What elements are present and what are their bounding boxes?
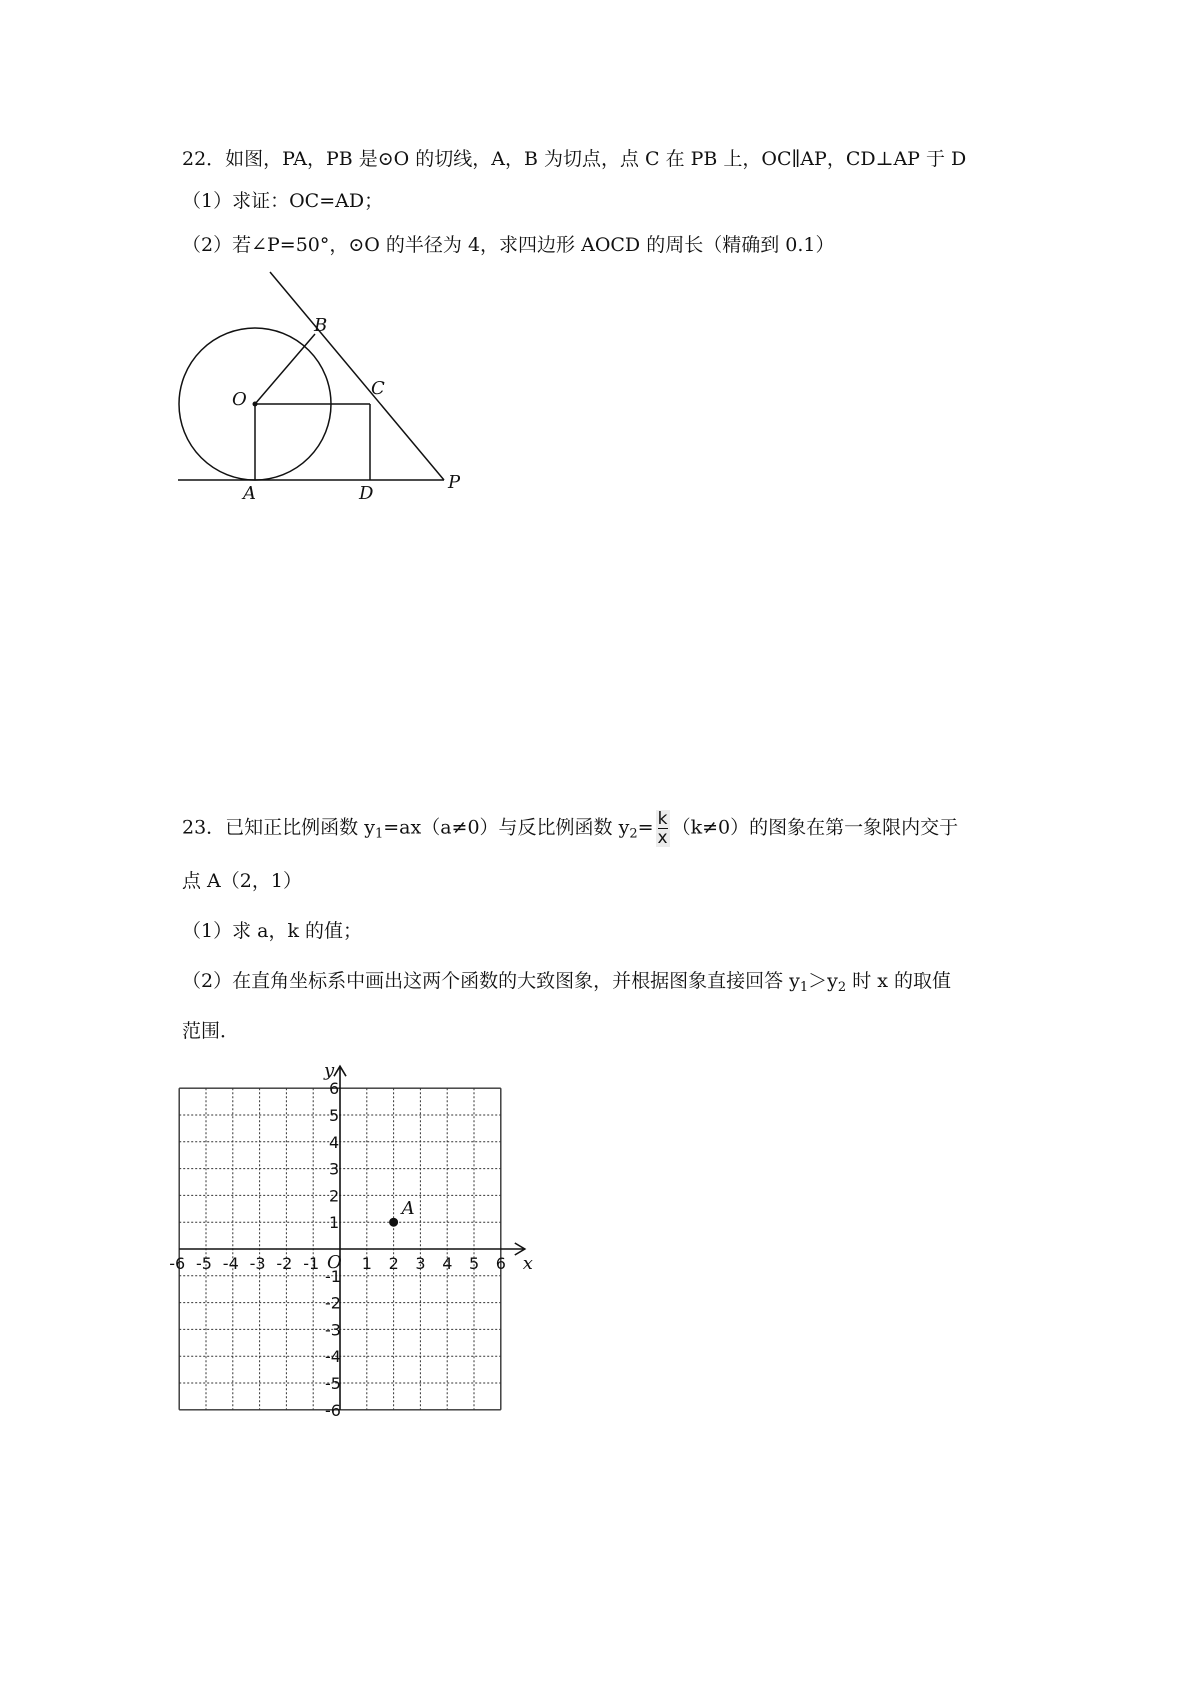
y-tick-label: -2	[325, 1293, 341, 1313]
y-tick-label: 6	[329, 1079, 340, 1099]
x-tick-label: -2	[276, 1254, 293, 1273]
x-axis-label: x	[522, 1253, 533, 1274]
q23-part2-sub1: 1	[799, 980, 809, 995]
q23-sub2: 2	[629, 826, 638, 842]
q23-stem-c: =	[637, 816, 654, 839]
point-a-label: A	[401, 1198, 415, 1220]
y-tick-label: 3	[329, 1159, 340, 1179]
y-tick-label: 4	[329, 1132, 340, 1152]
y-tick-label: 2	[329, 1186, 340, 1206]
q23-stem-d: （k≠0）的图象在第一象限内交于	[671, 816, 959, 839]
label-c: C	[371, 378, 385, 399]
q23-sub1: 1	[374, 826, 384, 842]
q23-part2-c: 时 x 的取值	[846, 970, 952, 992]
point-a	[389, 1218, 398, 1227]
axes	[179, 1066, 525, 1410]
y-tick-label: -3	[325, 1320, 341, 1340]
q23-part2-sub2: 2	[837, 980, 847, 995]
label-o: O	[232, 389, 247, 410]
y-tick-label: -5	[325, 1374, 341, 1393]
q23-stem-line2: 点 A（2，1）	[182, 870, 302, 892]
fraction-denominator: x	[657, 828, 668, 848]
q23-stem-a: 23．已知正比例函数 y	[182, 816, 375, 839]
x-tick-label: 4	[442, 1254, 453, 1273]
fraction-numerator: k	[657, 809, 668, 829]
q23-part2-a: （2）在直角坐标系中画出这两个函数的大致图象，并根据图象直接回答 y	[182, 970, 800, 992]
q22-part2: （2）若∠P=50°，⊙O 的半径为 4，求四边形 AOCD 的周长（精确到 0.1）	[182, 234, 835, 256]
label-b: B	[314, 315, 328, 336]
label-d: D	[359, 483, 374, 504]
q22-stem: 22．如图，PA，PB 是⊙O 的切线，A，B 为切点，点 C 在 PB 上，OC∥AP，CD⊥AP 于 D	[182, 148, 967, 170]
x-tick-label: 3	[415, 1254, 426, 1273]
x-tick-label: -3	[249, 1254, 266, 1273]
y-axis-label: y	[324, 1060, 335, 1082]
q23-stem-b: =ax（a≠0）与反比例函数 y	[383, 816, 630, 839]
x-tick-label: 1	[361, 1254, 372, 1273]
y-tick-label: 1	[329, 1213, 340, 1233]
x-tick-label: 5	[469, 1254, 480, 1273]
y-tick-label: -6	[325, 1400, 341, 1420]
label-p: P	[448, 472, 461, 493]
q23-part2-b: ＞y	[808, 970, 838, 992]
x-tick-label: 2	[388, 1254, 399, 1273]
x-tick-label: -5	[196, 1254, 212, 1273]
x-tick-label: 6	[495, 1254, 506, 1273]
label-a: A	[243, 483, 256, 504]
y-tick-label: 5	[329, 1106, 340, 1125]
y-tick-label: -4	[325, 1347, 341, 1367]
x-tick-label: -1	[303, 1254, 320, 1273]
x-tick-label: -6	[169, 1254, 186, 1273]
tick-labels	[169, 1060, 533, 1420]
y-tick-label: -1	[325, 1266, 341, 1286]
q23-part2-line2: 范围．	[182, 1020, 240, 1042]
x-tick-label: -4	[222, 1254, 239, 1273]
q22-part1: （1）求证：OC=AD；	[182, 190, 384, 212]
origin-label: O	[327, 1252, 342, 1273]
q23-part1: （1）求 a，k 的值；	[182, 920, 363, 942]
